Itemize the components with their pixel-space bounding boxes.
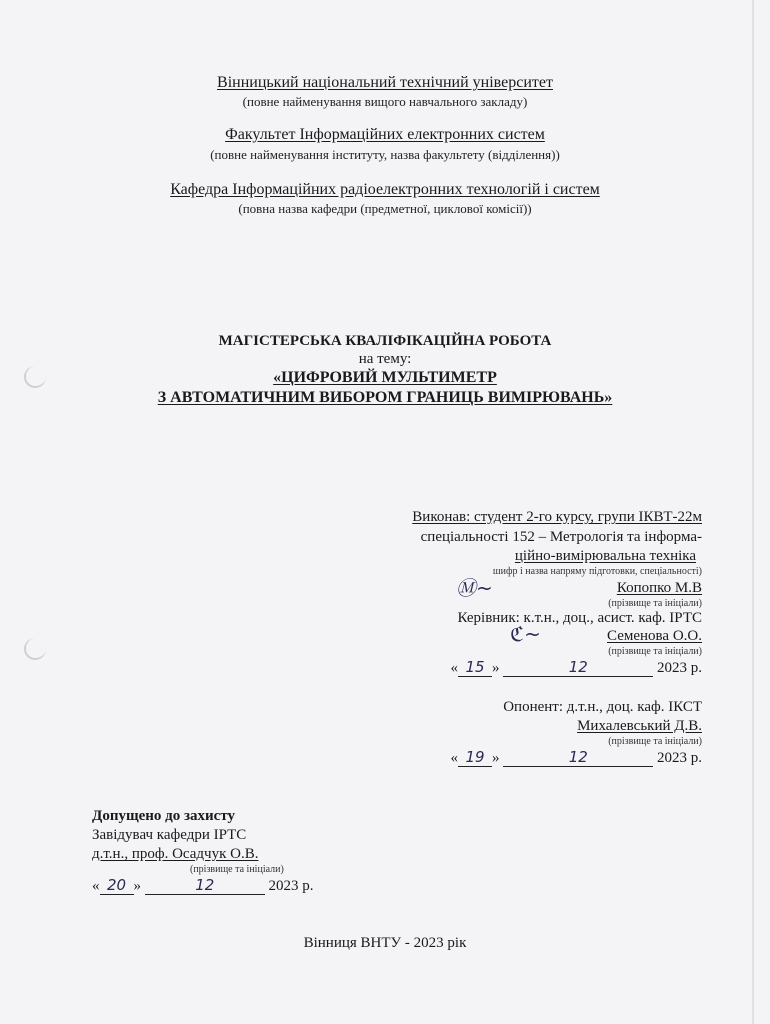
faculty-note: (повне найменування інституту, назва факультету (відділення)) bbox=[210, 147, 560, 162]
supervisor-date: « 15 » 12 2023 р. bbox=[450, 658, 702, 676]
opponent-line: Опонент: д.т.н., доц. каф. ІКСТ bbox=[503, 699, 702, 715]
city-year: Вінниця ВНТУ - 2023 рік bbox=[303, 935, 467, 951]
department-note: (повна назва кафедри (предметної, циклової комісії)) bbox=[238, 201, 532, 216]
author-course-line: Виконав: студент 2-го курсу, групи ІКВТ-22м bbox=[412, 509, 702, 525]
author-signature: Ⓜ~ bbox=[456, 576, 493, 600]
opponent-date: « 19 » 12 2023 р. bbox=[450, 748, 702, 766]
opponent-name-note: (прізвище та ініціали) bbox=[608, 736, 702, 747]
admission-date: « 20 » 12 2023 р. bbox=[92, 876, 314, 894]
admission-date-month: 12 bbox=[145, 876, 265, 895]
spec-note: шифр і назва напряму підготовки, спеціальності) bbox=[492, 566, 702, 577]
supervisor-name: Семенова О.О. bbox=[607, 628, 702, 644]
university-name: Вінницький національний технічний університет bbox=[217, 74, 553, 91]
punch-hole-mark bbox=[24, 638, 46, 660]
department-name: Кафедра Інформаційних радіоелектронних технологій і систем bbox=[170, 181, 600, 198]
work-type-title: МАГІСТЕРСЬКА КВАЛІФІКАЦІЙНА РОБОТА bbox=[218, 333, 552, 349]
admission-name-note: (прізвище та ініціали) bbox=[190, 864, 284, 875]
topic-line-1: «ЦИФРОВИЙ МУЛЬТИМЕТР bbox=[273, 369, 497, 386]
topic-line-2: З АВТОМАТИЧНИМ ВИБОРОМ ГРАНИЦЬ ВИМІРЮВАНЬ» bbox=[157, 389, 613, 406]
author-name: Копопко М.В bbox=[616, 580, 702, 596]
supervisor-date-month: 12 bbox=[503, 658, 653, 677]
opponent-date-day: 19 bbox=[458, 748, 492, 767]
on-topic-label: на тему: bbox=[358, 351, 412, 367]
opponent-name: Михалевський Д.В. bbox=[577, 718, 702, 734]
university-note: (повне найменування вищого навчального закладу) bbox=[242, 94, 528, 109]
author-name-note: (прізвище та ініціали) bbox=[608, 598, 702, 609]
admission-date-day: 20 bbox=[100, 876, 134, 895]
supervisor-name-note: (прізвище та ініціали) bbox=[608, 646, 702, 657]
author-spec-line: спеціальності 152 – Метрологія та інформа- bbox=[420, 529, 702, 545]
supervisor-line: Керівник: к.т.н., доц., асист. каф. ІРТС bbox=[457, 610, 702, 626]
admission-title: Допущено до захисту bbox=[92, 808, 236, 824]
admission-date-year: 2023 р. bbox=[268, 878, 314, 894]
opponent-date-month: 12 bbox=[503, 748, 653, 767]
supervisor-date-day: 15 bbox=[458, 658, 492, 677]
faculty-name: Факультет Інформаційних електронних систем bbox=[225, 126, 545, 143]
supervisor-signature: ℭ~ bbox=[510, 622, 541, 646]
opponent-date-year: 2023 р. bbox=[657, 750, 702, 766]
admission-head: Завідувач кафедри ІРТС bbox=[92, 827, 247, 843]
supervisor-date-year: 2023 р. bbox=[657, 660, 702, 676]
admission-name: д.т.н., проф. Осадчук О.В. bbox=[92, 846, 259, 862]
author-spec-line-2: ційно-вимірювальна техніка bbox=[514, 548, 696, 564]
